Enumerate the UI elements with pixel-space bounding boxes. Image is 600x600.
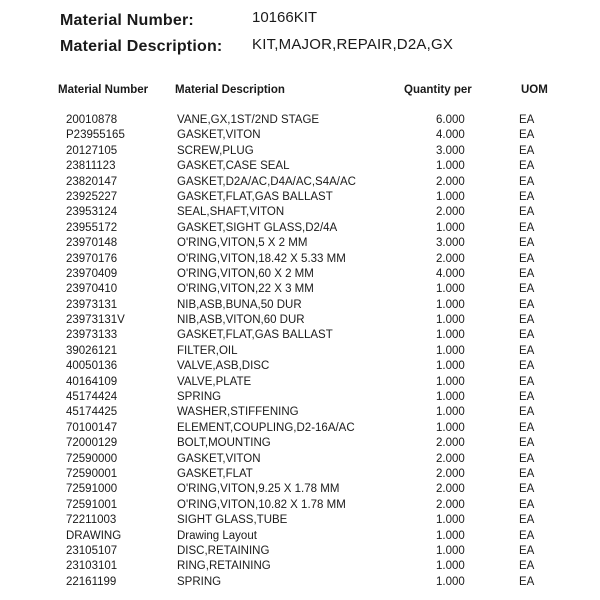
material-description-cell: O'RING,VITON,18.42 X 5.33 MM (177, 252, 346, 265)
material-number-cell: 23973131V (66, 314, 125, 327)
uom-cell: EA (519, 544, 535, 557)
uom-cell: EA (519, 114, 535, 126)
quantity-cell: 1.000 (436, 160, 465, 173)
uom-cell: EA (519, 560, 535, 573)
material-description-cell: O'RING,VITON,10.82 X 1.78 MM (177, 498, 346, 511)
quantity-cell: 1.000 (436, 360, 465, 373)
material-description-cell: GASKET,FLAT (177, 467, 253, 480)
material-description-cell: Drawing Layout (177, 529, 257, 542)
table-row (0, 452, 600, 467)
material-description-cell: SIGHT GLASS,TUBE (177, 514, 288, 527)
table-row (0, 498, 600, 513)
quantity-cell: 1.000 (436, 344, 465, 357)
table-row (0, 282, 600, 297)
table-row (0, 175, 600, 190)
material-description-cell: GASKET,VITON (177, 129, 261, 142)
quantity-cell: 1.000 (436, 314, 465, 327)
material-number-cell: 45174424 (66, 391, 118, 404)
material-number-cell: 20010878 (66, 114, 118, 126)
material-description-cell: GASKET,D2A/AC,D4A/AC,S4A/AC (177, 175, 356, 188)
column-header-uom: UOM (521, 84, 548, 96)
uom-cell: EA (519, 344, 535, 357)
quantity-cell: 1.000 (436, 575, 465, 588)
table-row (0, 482, 600, 497)
uom-cell: EA (519, 391, 535, 404)
material-number-cell: 22161199 (66, 575, 117, 588)
quantity-cell: 1.000 (436, 221, 465, 234)
uom-cell: EA (519, 529, 535, 542)
quantity-cell: 2.000 (436, 467, 465, 480)
material-number-cell: 20127105 (66, 144, 118, 157)
material-description-cell: WASHER,STIFFENING (177, 406, 299, 419)
table-row (0, 159, 600, 174)
material-description-cell: VALVE,ASB,DISC (177, 360, 270, 373)
quantity-cell: 2.000 (436, 483, 465, 496)
quantity-cell: 2.000 (436, 498, 465, 511)
uom-cell: EA (519, 283, 535, 296)
material-number-cell: 72591000 (66, 483, 118, 496)
quantity-cell: 4.000 (436, 129, 465, 142)
quantity-cell: 2.000 (436, 252, 465, 265)
uom-cell: EA (519, 375, 535, 388)
material-description-cell: GASKET,FLAT,GAS BALLAST (177, 190, 333, 203)
table-row (0, 328, 600, 343)
material-description-cell: O'RING,VITON,22 X 3 MM (177, 283, 314, 296)
material-number-value: 10166KIT (252, 9, 318, 26)
material-description-cell: NIB,ASB,VITON,60 DUR (177, 314, 305, 327)
table-row (0, 421, 600, 436)
material-number-cell: P23955165 (66, 129, 125, 142)
material-number-cell: 45174425 (66, 406, 118, 419)
material-description-cell: RING,RETAINING (177, 560, 271, 573)
material-description-cell: FILTER,OIL (177, 344, 238, 357)
material-number-cell: 23103101 (66, 560, 118, 573)
uom-cell: EA (519, 206, 535, 219)
quantity-cell: 3.000 (436, 237, 465, 250)
quantity-cell: 1.000 (436, 529, 465, 542)
uom-cell: EA (519, 267, 535, 280)
uom-cell: EA (519, 252, 535, 265)
table-row (0, 205, 600, 220)
table-row (0, 128, 600, 143)
quantity-cell: 1.000 (436, 190, 465, 203)
quantity-cell: 2.000 (436, 175, 465, 188)
material-description-value: KIT,MAJOR,REPAIR,D2A,GX (252, 36, 454, 53)
quantity-cell: 1.000 (436, 514, 465, 527)
material-number-cell: 72211003 (66, 514, 117, 527)
material-description-cell: O'RING,VITON,60 X 2 MM (177, 267, 314, 280)
uom-cell: EA (519, 437, 535, 450)
table-row (0, 236, 600, 251)
material-number-cell: DRAWING (66, 529, 122, 542)
table-row (0, 298, 600, 313)
material-description-cell: ELEMENT,COUPLING,D2-16A/AC (177, 421, 355, 434)
uom-cell: EA (519, 144, 535, 157)
uom-cell: EA (519, 406, 535, 419)
uom-cell: EA (519, 467, 535, 480)
uom-cell: EA (519, 190, 535, 203)
material-number-cell: 23925227 (66, 190, 118, 203)
table-row (0, 467, 600, 482)
material-number-cell: 23973131 (66, 298, 118, 311)
material-description-cell: SPRING (177, 391, 222, 404)
table-row (0, 559, 600, 574)
material-number-cell: 23970410 (66, 283, 118, 296)
material-number-cell: 72591001 (66, 498, 118, 511)
table-row (0, 575, 600, 590)
material-number-cell: 40164109 (66, 375, 118, 388)
table-row (0, 344, 600, 359)
material-description-cell: GASKET,FLAT,GAS BALLAST (177, 329, 333, 342)
quantity-cell: 6.000 (436, 114, 465, 126)
uom-cell: EA (519, 175, 535, 188)
quantity-cell: 1.000 (436, 391, 465, 404)
quantity-cell: 1.000 (436, 283, 465, 296)
table-row (0, 221, 600, 236)
material-description-cell: SCREW,PLUG (177, 144, 254, 157)
uom-cell: EA (519, 421, 535, 434)
material-number-cell: 70100147 (66, 421, 118, 434)
uom-cell: EA (519, 360, 535, 373)
material-number-cell: 72590001 (66, 467, 118, 480)
uom-cell: EA (519, 237, 535, 250)
quantity-cell: 2.000 (436, 437, 465, 450)
table-row (0, 544, 600, 559)
uom-cell: EA (519, 498, 535, 511)
quantity-cell: 1.000 (436, 421, 465, 434)
quantity-cell: 1.000 (436, 298, 465, 311)
material-number-cell: 23955172 (66, 221, 118, 234)
material-description-cell: NIB,ASB,BUNA,50 DUR (177, 298, 302, 311)
uom-cell: EA (519, 483, 535, 496)
material-description-cell: VANE,GX,1ST/2ND STAGE (177, 114, 320, 126)
table-row (0, 267, 600, 282)
quantity-cell: 1.000 (436, 560, 465, 573)
column-header-material-number: Material Number (58, 84, 149, 96)
uom-cell: EA (519, 221, 535, 234)
uom-cell: EA (519, 314, 535, 327)
material-number-cell: 23970148 (66, 237, 118, 250)
material-description-cell: O'RING,VITON,9.25 X 1.78 MM (177, 483, 340, 496)
material-number-cell: 23105107 (66, 544, 118, 557)
material-number-cell: 72000129 (66, 437, 118, 450)
table-row (0, 529, 600, 544)
uom-cell: EA (519, 514, 535, 527)
quantity-cell: 1.000 (436, 375, 465, 388)
material-number-cell: 23970176 (66, 252, 118, 265)
table-row (0, 190, 600, 205)
material-number-label: Material Number: (60, 12, 194, 29)
parts-table (0, 113, 600, 590)
table-row (0, 144, 600, 159)
material-number-cell: 40050136 (66, 360, 118, 373)
column-header-quantity: Quantity per (404, 84, 472, 96)
material-description-cell: SPRING (177, 575, 222, 588)
material-description-label: Material Description: (60, 38, 223, 55)
material-number-cell: 23953124 (66, 206, 118, 219)
table-row (0, 252, 600, 267)
quantity-cell: 3.000 (436, 144, 465, 157)
quantity-cell: 1.000 (436, 329, 465, 342)
table-row (0, 436, 600, 451)
material-description-cell: SEAL,SHAFT,VITON (177, 206, 285, 219)
quantity-cell: 2.000 (436, 206, 465, 219)
table-row (0, 513, 600, 528)
uom-cell: EA (519, 129, 535, 142)
material-description-cell: GASKET,VITON (177, 452, 261, 465)
uom-cell: EA (519, 160, 535, 173)
quantity-cell: 4.000 (436, 267, 465, 280)
material-description-cell: O'RING,VITON,5 X 2 MM (177, 237, 308, 250)
table-row (0, 113, 600, 128)
quantity-cell: 1.000 (436, 406, 465, 419)
column-header-material-description: Material Description (175, 84, 285, 96)
material-description-cell: BOLT,MOUNTING (177, 437, 271, 450)
material-number-cell: 23973133 (66, 329, 118, 342)
material-number-cell: 39026121 (66, 344, 118, 357)
table-row (0, 405, 600, 420)
table-row (0, 359, 600, 374)
material-number-cell: 23811123 (66, 160, 116, 173)
material-description-cell: VALVE,PLATE (177, 375, 252, 388)
uom-cell: EA (519, 298, 535, 311)
uom-cell: EA (519, 329, 535, 342)
table-row (0, 390, 600, 405)
material-number-cell: 23970409 (66, 267, 118, 280)
table-row (0, 313, 600, 328)
material-description-cell: GASKET,SIGHT GLASS,D2/4A (177, 221, 338, 234)
quantity-cell: 1.000 (436, 544, 465, 557)
material-description-cell: GASKET,CASE SEAL (177, 160, 290, 173)
material-description-cell: DISC,RETAINING (177, 544, 270, 557)
uom-cell: EA (519, 575, 535, 588)
material-number-cell: 23820147 (66, 175, 118, 188)
quantity-cell: 2.000 (436, 452, 465, 465)
table-row (0, 375, 600, 390)
material-number-cell: 72590000 (66, 452, 118, 465)
uom-cell: EA (519, 452, 535, 465)
